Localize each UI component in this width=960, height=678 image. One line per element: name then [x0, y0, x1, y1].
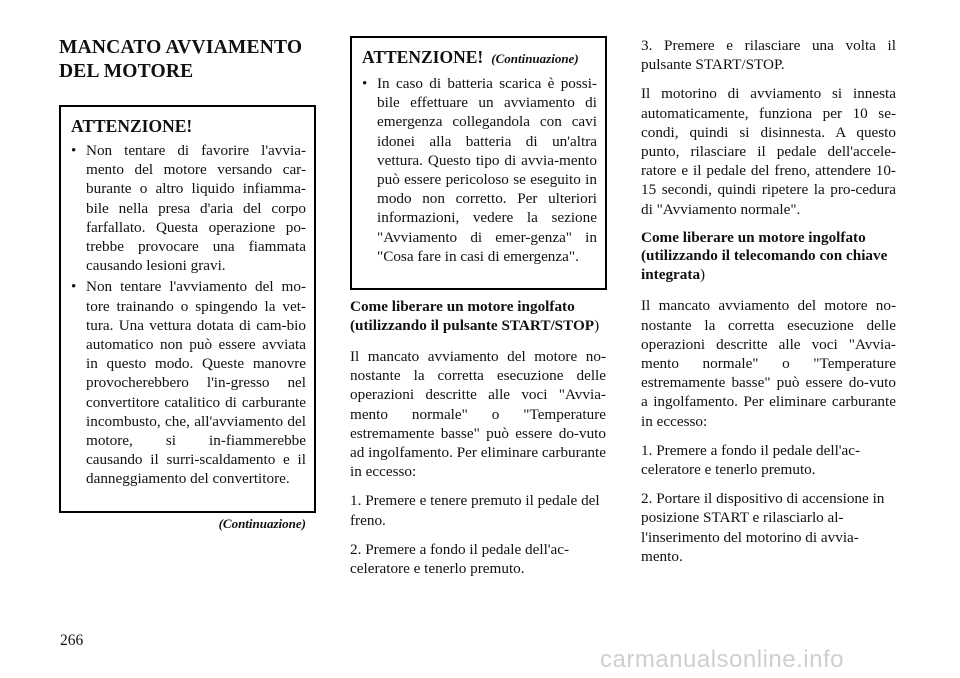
warning-bullets	[71, 141, 306, 489]
warning-box-1	[59, 105, 316, 513]
subsection-heading-text: Come liberare un motore ingolfato (utilizzando il telecomando con chiave integrata	[641, 228, 888, 283]
continuation-note: (Continuazione)	[218, 516, 306, 531]
section-title: MANCATO AVVIAMENTO DEL MOTORE	[59, 37, 303, 82]
watermark: carmanualsonline.info	[600, 646, 844, 673]
column-2-body	[350, 298, 606, 588]
subsection-heading-close: )	[594, 316, 600, 334]
subsection-heading	[641, 229, 896, 285]
warning-bullets	[362, 74, 597, 266]
warning-heading: ATTENZIONE!	[71, 116, 193, 136]
step-item: 2. Portare il dispositivo di accensione in posizione START e rilasciarlo al-l'inserimento del motorino di avvia-mento.	[641, 490, 885, 565]
warning-heading-text: ATTENZIONE!	[362, 47, 484, 67]
column-3-body	[641, 36, 896, 576]
paragraph: Il mancato avviamento del motore no-nostante la corretta esecuzione delle operazioni descritte alle voci "Avvia-mento normale" o "Temperature estremamente basse" può essere do-vuto a ingolfamento. Per eliminare carburante in eccesso:	[641, 297, 896, 430]
warning-bullet: • Non tentare l'avviamento del mo-tore trainando o spingendo la vet-tura. Una vettura dotata di cam-bio automatico non può essere avviata in questo modo. Queste manovre provocherebbero l'in-gresso nel convertitore catalitico di carburante incombusto, che, all'avviamento del motore, si in-fiammerebbe causando il surri-scaldamento e il danneggiamento del convertitore.	[71, 277, 306, 488]
step-item: 2. Premere a fondo il pedale dell'ac-celeratore e tenerlo premuto.	[350, 540, 570, 578]
warning-bullet: • Non tentare di favorire l'avvia-mento del motore versando car-burante o altro liquido infiamma-bile nella presa d'aria del corpo farfallato. Questa operazione po-trebbe provocare una fiammata causando lesioni gravi.	[71, 141, 306, 275]
paragraph: Il motorino di avviamento si innesta automaticamente, funziona per 10 se-condi, quindi si disinnesta. A questo punto, rilasciare il pedale dell'accele-ratore e il pedale del freno, attendere 10-15 secondi, quindi ripetere la pro-cedura di "Avviamento normale".	[641, 85, 896, 218]
paragraph: Il mancato avviamento del motore no-nostante la corretta esecuzione delle operazioni descritte alle voci "Avvia-mento normale" o "Temperature estremamente basse" può essere do-vuto ad ingolfamento. Per eliminare carburante in eccesso:	[350, 348, 606, 481]
step-item: 3. Premere e rilasciare una volta il pulsante START/STOP.	[641, 37, 896, 74]
step-item: 1. Premere a fondo il pedale dell'ac-celeratore e tenerlo premuto.	[641, 441, 861, 478]
step-item: 1. Premere e tenere premuto il pedale del freno.	[350, 492, 600, 529]
page-number: 266	[60, 632, 84, 649]
warning-heading	[362, 46, 597, 70]
subsection-heading-close: )	[700, 265, 706, 283]
subsection-heading-text: Come liberare un motore ingolfato (utilizzando il pulsante START/STOP	[350, 298, 595, 334]
warning-box-2	[350, 36, 607, 290]
continuation-label: (Continuazione)	[491, 51, 579, 66]
subsection-heading	[350, 298, 606, 335]
warning-bullet: • In caso di batteria scarica è possi-bile effettuare un avviamento di emergenza collegandola con cavi idonei alla batteria di un'altra vettura. Questo tipo di avvia-mento può essere pericoloso se eseguito in modo non corretto. Per ulteriori informazioni, vedere la sezione "Avviamento di emer-genza" in "Cosa fare in casi di emergenza".	[362, 74, 597, 266]
